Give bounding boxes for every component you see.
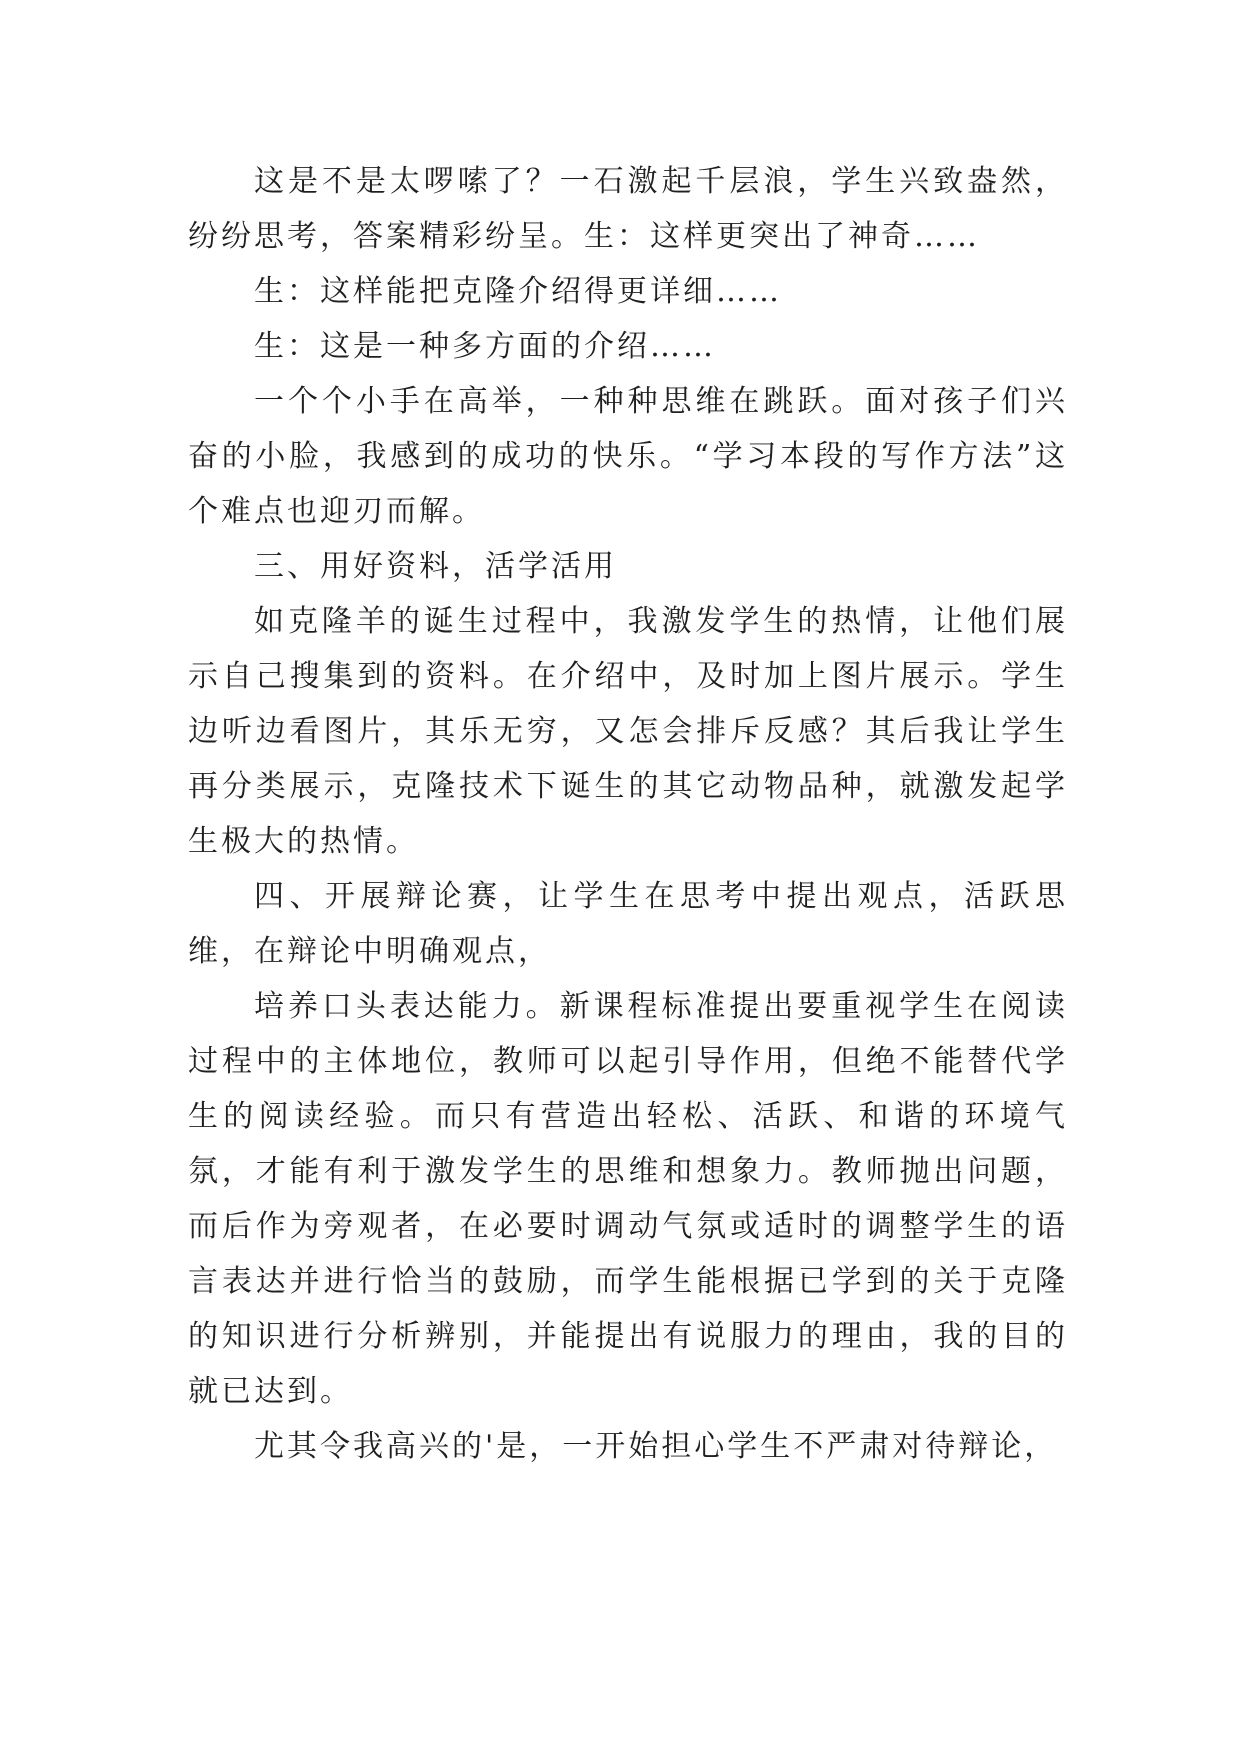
paragraph: 如克隆羊的诞生过程中，我激发学生的热情，让他们展示自己搜集到的资料。在介绍中，及时加上图片展示。学生边听边看图片，其乐无穷，又怎会排斥反感？其后我让学生再分类展示，克隆技术下诞生的其它动物品种，就激发起学生极大的热情。: [188, 604, 1068, 859]
paragraph: 生：这样能把克隆介绍得更详细……: [254, 274, 782, 309]
paragraph: 尤其令我高兴的'是，一开始担心学生不严肃对待辩论，: [254, 1429, 1058, 1464]
paragraph: 生：这是一种多方面的介绍……: [254, 329, 716, 364]
document-body: [188, 154, 1068, 1474]
section-heading: 四、开展辩论赛，让学生在思考中提出观点，活跃思维，在辩论中明确观点，: [188, 879, 1068, 969]
section-heading: 三、用好资料，活学活用: [254, 549, 617, 584]
paragraph: 培养口头表达能力。新课程标准提出要重视学生在阅读过程中的主体地位，教师可以起引导作用，但绝不能替代学生的阅读经验。而只有营造出轻松、活跃、和谐的环境气氛，才能有利于激发学生的思维和想象力。教师抛出问题，而后作为旁观者，在必要时调动气氛或适时的调整学生的语言表达并进行恰当的鼓励，而学生能根据已学到的关于克隆的知识进行分析辨别，并能提出有说服力的理由，我的目的就已达到。: [188, 989, 1068, 1409]
paragraph: 这是不是太啰嗦了？一石激起千层浪，学生兴致盎然，纷纷思考，答案精彩纷呈。生：这样更突出了神奇……: [188, 164, 1068, 254]
paragraph: 一个个小手在高举，一种种思维在跳跃。面对孩子们兴奋的小脸，我感到的成功的快乐。“学习本段的写作方法”这个难点也迎刃而解。: [188, 384, 1068, 529]
